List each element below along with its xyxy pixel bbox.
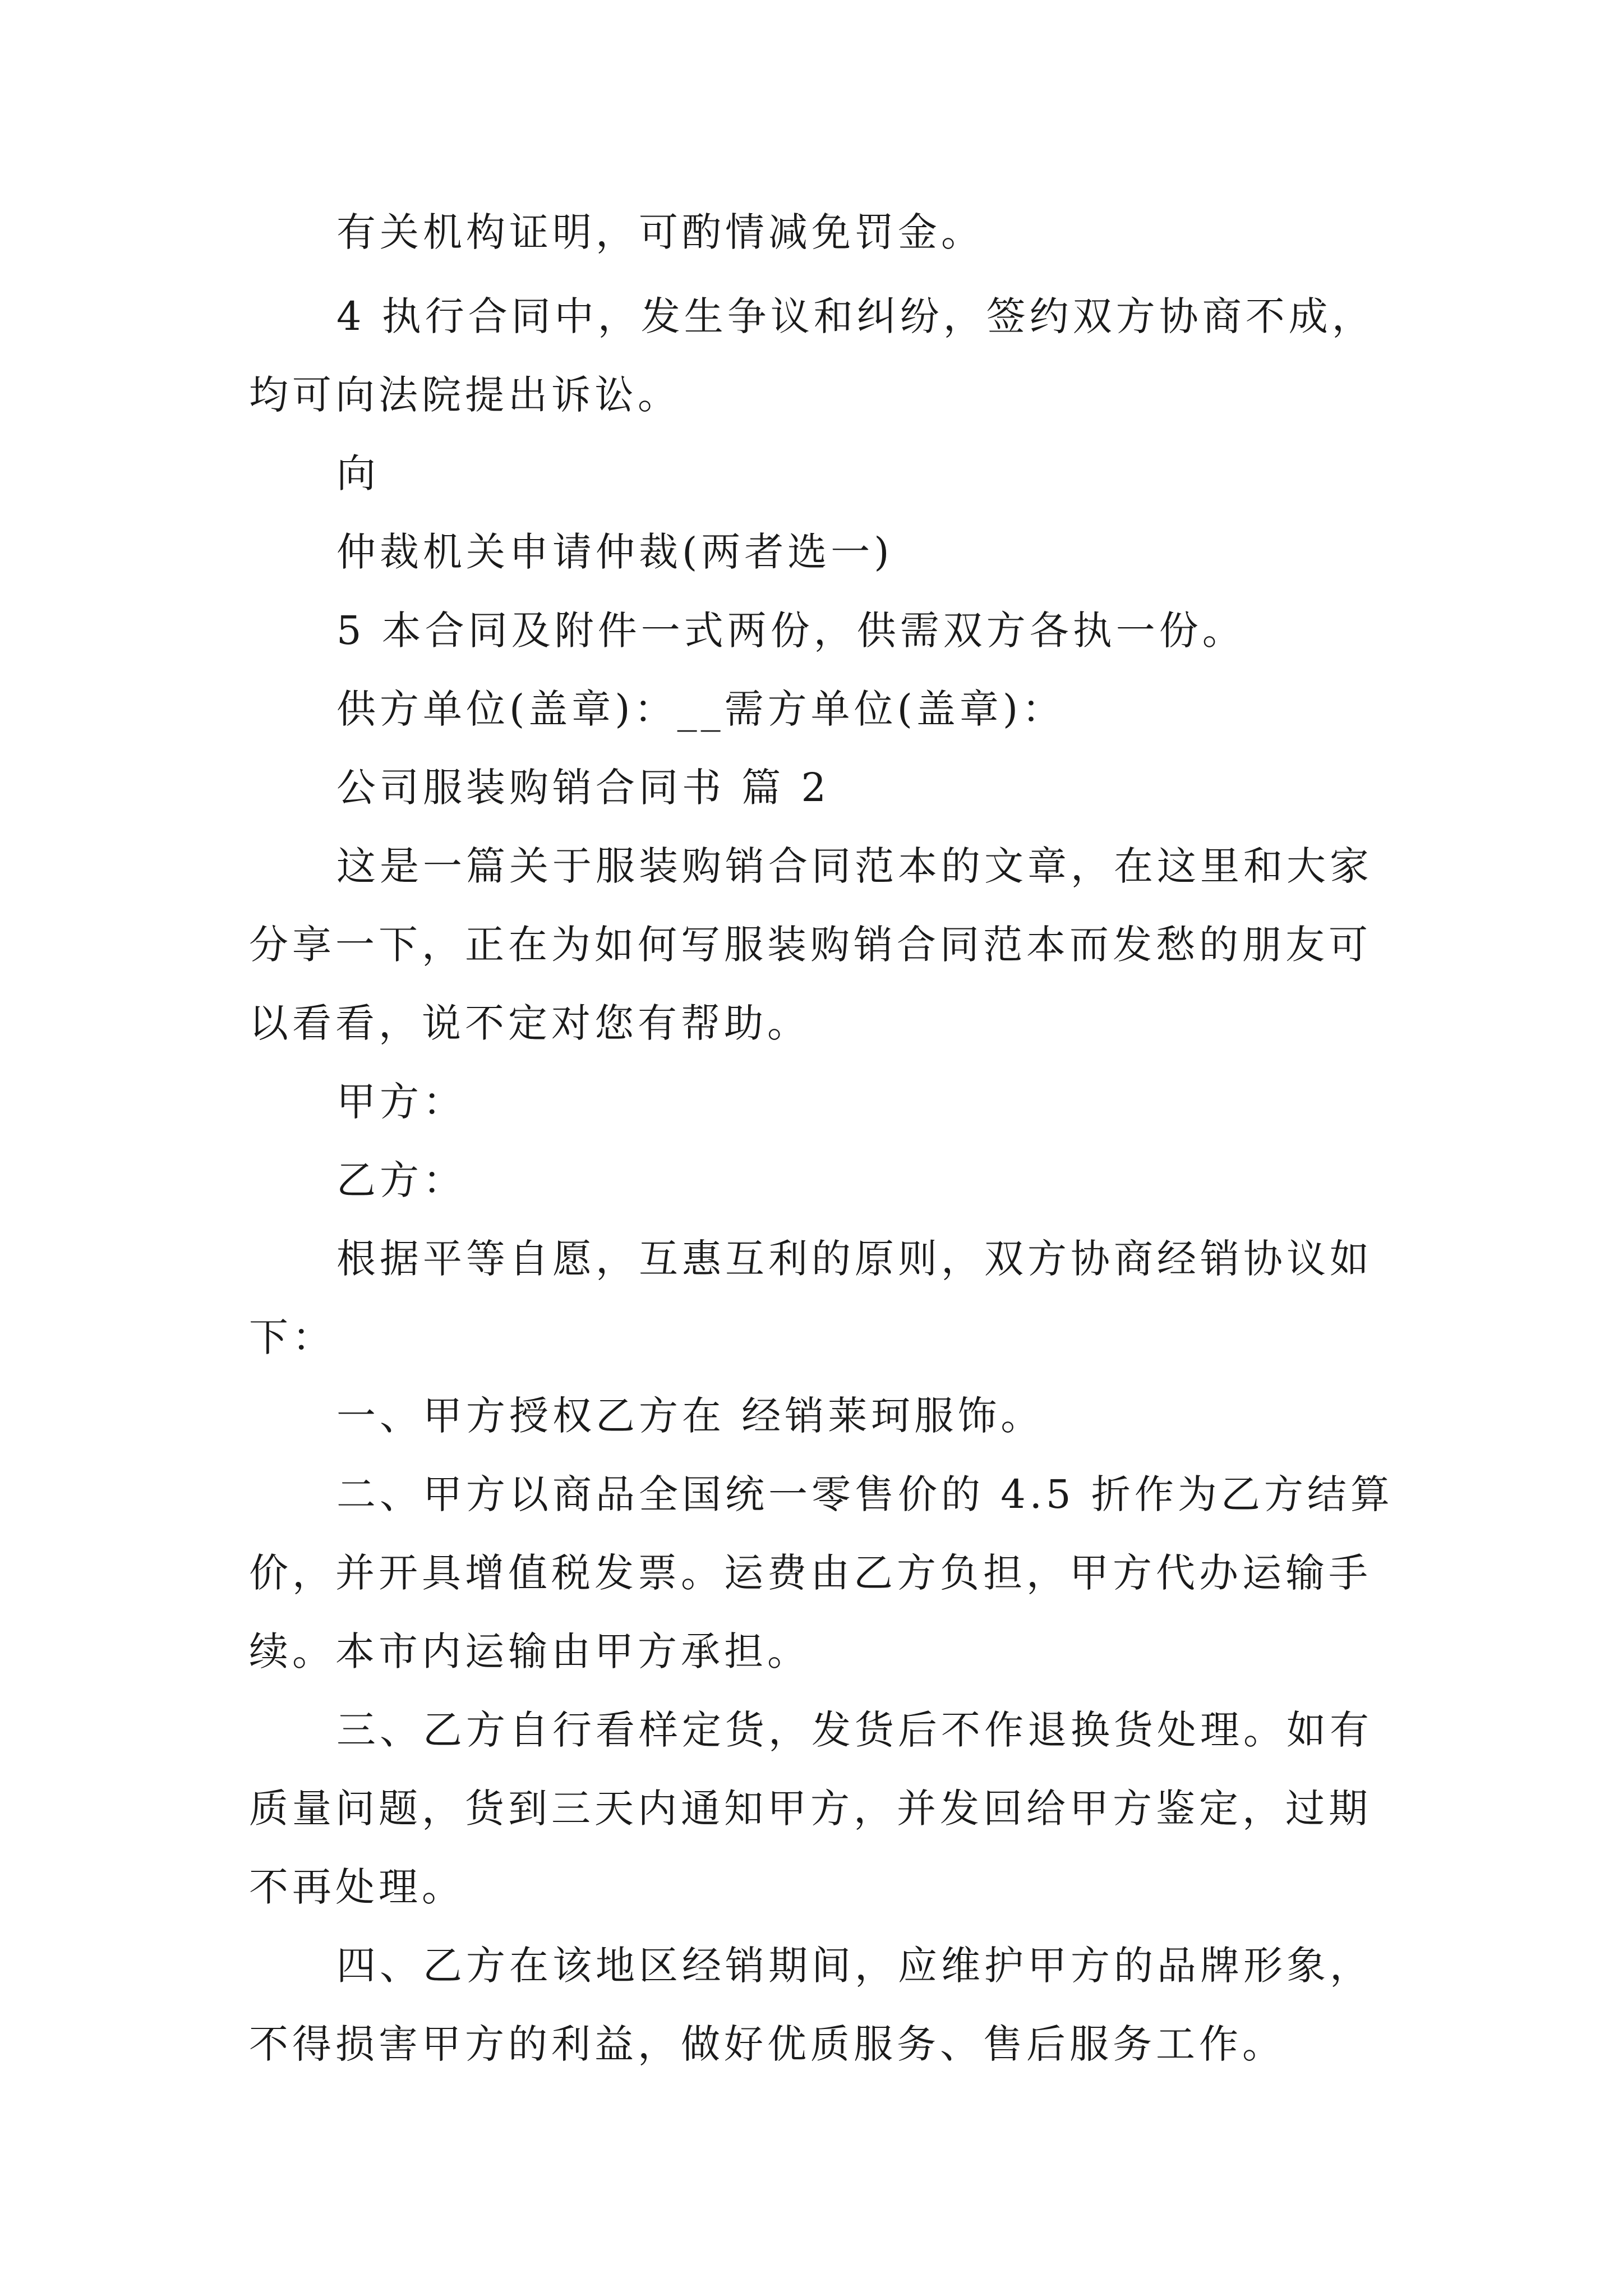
- text-line: 这是一篇关于服装购销合同范本的文章，在这里和大家: [336, 843, 1373, 889]
- text-line: 均可向法院提出诉讼。: [249, 372, 681, 418]
- text-line: 5 本合同及附件一式两份，供需双方各执一份。: [336, 608, 1246, 654]
- text-line: 一、甲方授权乙方在 经销莱珂服饰。: [336, 1393, 1044, 1439]
- text-line: 不得损害甲方的利益，做好优质服务、售后服务工作。: [249, 2021, 1285, 2067]
- text-line: 二、甲方以商品全国统一零售价的 4.5 折作为乙方结算: [336, 1471, 1394, 1517]
- text-line: 向: [336, 450, 380, 496]
- text-line: 四、乙方在该地区经销期间，应维护甲方的品牌形象，: [336, 1943, 1373, 1989]
- text-line: 根据平等自愿，互惠互利的原则，双方协商经销协议如: [336, 1236, 1373, 1282]
- text-line: 4 执行合同中，发生争议和纠纷，签约双方协商不成，: [336, 293, 1375, 339]
- text-line: 下：: [249, 1314, 335, 1360]
- text-line: 以看看，说不定对您有帮助。: [249, 1000, 810, 1046]
- text-line: 有关机构证明，可酌情减免罚金。: [336, 209, 984, 255]
- text-line: 分享一下，正在为如何写服装购销合同范本而发愁的朋友可: [249, 922, 1372, 968]
- text-line: 供方单位(盖章)：__需方单位(盖章)：: [336, 686, 1066, 732]
- text-line: 不再处理。: [249, 1864, 465, 1910]
- text-line: 乙方：: [336, 1157, 466, 1203]
- text-line: 三、乙方自行看样定货，发货后不作退换货处理。如有: [336, 1707, 1373, 1753]
- text-line: 续。本市内运输由甲方承担。: [249, 1628, 810, 1674]
- text-line: 甲方：: [336, 1079, 466, 1125]
- text-line: 仲裁机关申请仲裁(两者选一): [336, 529, 893, 575]
- text-line: 价，并开具增值税发票。运费由乙方负担，甲方代办运输手: [249, 1550, 1372, 1596]
- text-line: 质量问题，货到三天内通知甲方，并发回给甲方鉴定，过期: [249, 1786, 1372, 1832]
- section-heading: 公司服装购销合同书 篇 2: [336, 765, 831, 811]
